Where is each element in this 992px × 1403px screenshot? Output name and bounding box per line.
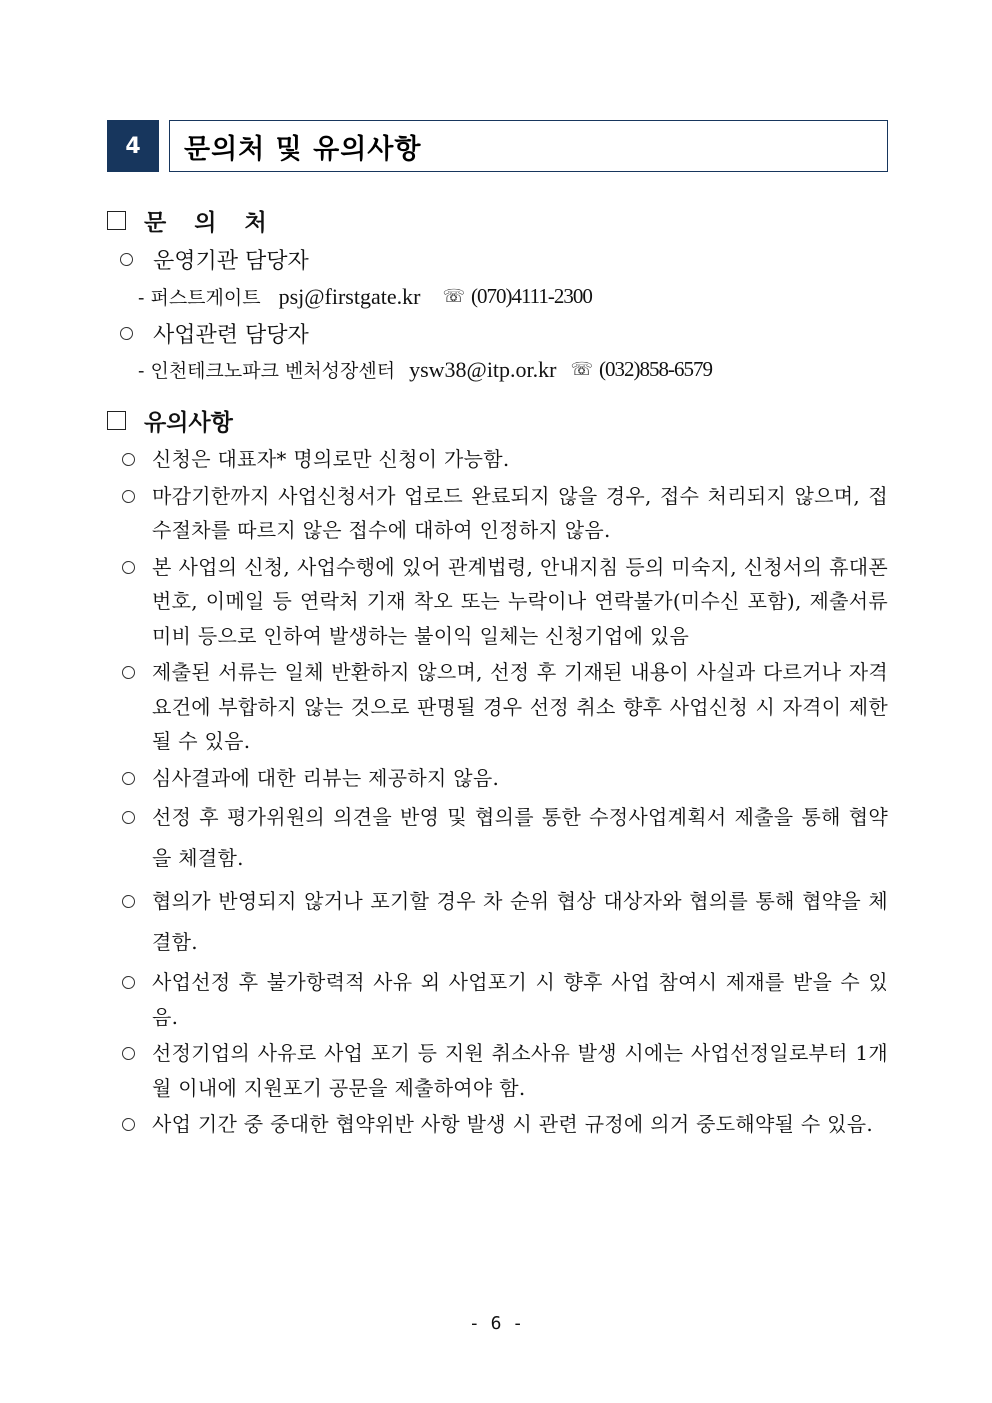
notes-list — [118, 442, 888, 1144]
phone-icon: ☏ — [442, 286, 465, 307]
circle-bullet-icon — [122, 772, 135, 785]
note-text: 협의가 반영되지 않거나 포기할 경우 차 순위 협상 대상자와 협의를 통해 협약을 체결함. — [152, 889, 888, 954]
note-item — [118, 442, 888, 477]
note-item — [118, 1107, 888, 1142]
section-title: 문의처 및 유의사항 — [184, 133, 422, 165]
contact-heading-text: 문 의 처 — [144, 209, 277, 236]
contact-item — [120, 318, 309, 349]
note-item — [118, 881, 888, 963]
contact-detail — [138, 283, 592, 310]
circle-bullet-icon — [120, 253, 133, 266]
section-number: 4 — [107, 120, 159, 172]
note-item — [118, 761, 888, 796]
circle-bullet-icon — [122, 976, 135, 989]
circle-bullet-icon — [122, 666, 135, 679]
checkbox-icon — [107, 211, 126, 230]
note-item — [118, 1036, 888, 1105]
circle-bullet-icon — [122, 895, 135, 908]
contact-label: 운영기관 담당자 — [153, 249, 309, 274]
contact-org: - 퍼스트게이트 — [138, 287, 261, 309]
circle-bullet-icon — [122, 490, 135, 503]
circle-bullet-icon — [122, 811, 135, 824]
note-text: 제출된 서류는 일체 반환하지 않으며, 선정 후 기재된 내용이 사실과 다르거나 자격요건에 부합하지 않는 것으로 판명될 경우 선정 취소 향후 사업신청 시 자격이 제한될 수 있음. — [152, 660, 888, 753]
contact-email: ysw38@itp.or.kr — [409, 356, 557, 382]
circle-bullet-icon — [120, 327, 133, 340]
note-item — [118, 550, 888, 654]
contact-label: 사업관련 담당자 — [153, 323, 309, 348]
contact-heading — [107, 204, 277, 237]
circle-bullet-icon — [122, 1118, 135, 1131]
note-text: 사업선정 후 불가항력적 사유 외 사업포기 시 향후 사업 참여시 제재를 받을 수 있음. — [152, 970, 888, 1029]
checkbox-icon — [107, 411, 126, 430]
contact-email: psj@firstgate.kr — [278, 283, 421, 309]
note-item — [118, 479, 888, 548]
notes-heading-text: 유의사항 — [144, 409, 233, 436]
note-text: 마감기한까지 사업신청서가 업로드 완료되지 않을 경우, 접수 처리되지 않으며, 접수절차를 따르지 않은 접수에 대하여 인정하지 않음. — [152, 483, 888, 542]
page-number: - 6 - — [468, 1313, 524, 1334]
contact-item — [120, 244, 309, 275]
note-text: 심사결과에 대한 리뷰는 제공하지 않음. — [152, 765, 500, 790]
contact-phone: (032)858-6579 — [599, 357, 712, 381]
note-text: 신청은 대표자* 명의로만 신청이 가능함. — [152, 447, 510, 471]
circle-bullet-icon — [122, 453, 135, 466]
note-text: 본 사업의 신청, 사업수행에 있어 관계법령, 안내지침 등의 미숙지, 신청서의 휴대폰 번호, 이메일 등 연락처 기재 착오 또는 누락이나 연락불가(미수신 포함), 제출서류 미비 등으로 인하여 발생하는 불이익 일체는 신청기업에 있음 — [152, 554, 888, 648]
circle-bullet-icon — [122, 1047, 135, 1060]
section-title-box — [169, 120, 888, 172]
note-text: 선정 후 평가위원의 의견을 반영 및 협의를 통한 수정사업계획서 제출을 통해 협약을 체결함. — [152, 805, 888, 870]
phone-icon: ☏ — [570, 359, 593, 380]
contact-detail — [138, 356, 712, 383]
notes-heading — [107, 404, 233, 437]
contact-org: - 인천테크노파크 벤처성장센터 — [138, 360, 396, 382]
note-item — [118, 797, 888, 879]
note-item — [118, 655, 888, 759]
note-text: 사업 기간 중 중대한 협약위반 사항 발생 시 관련 규정에 의거 중도해약될 수 있음. — [152, 1112, 874, 1136]
note-text: 선정기업의 사유로 사업 포기 등 지원 취소사유 발생 시에는 사업선정일로부터 1개월 이내에 지원포기 공문을 제출하여야 함. — [152, 1041, 888, 1100]
circle-bullet-icon — [122, 561, 135, 574]
section-header — [107, 120, 888, 172]
note-item — [118, 965, 888, 1034]
contact-phone: (070)4111-2300 — [470, 284, 592, 308]
